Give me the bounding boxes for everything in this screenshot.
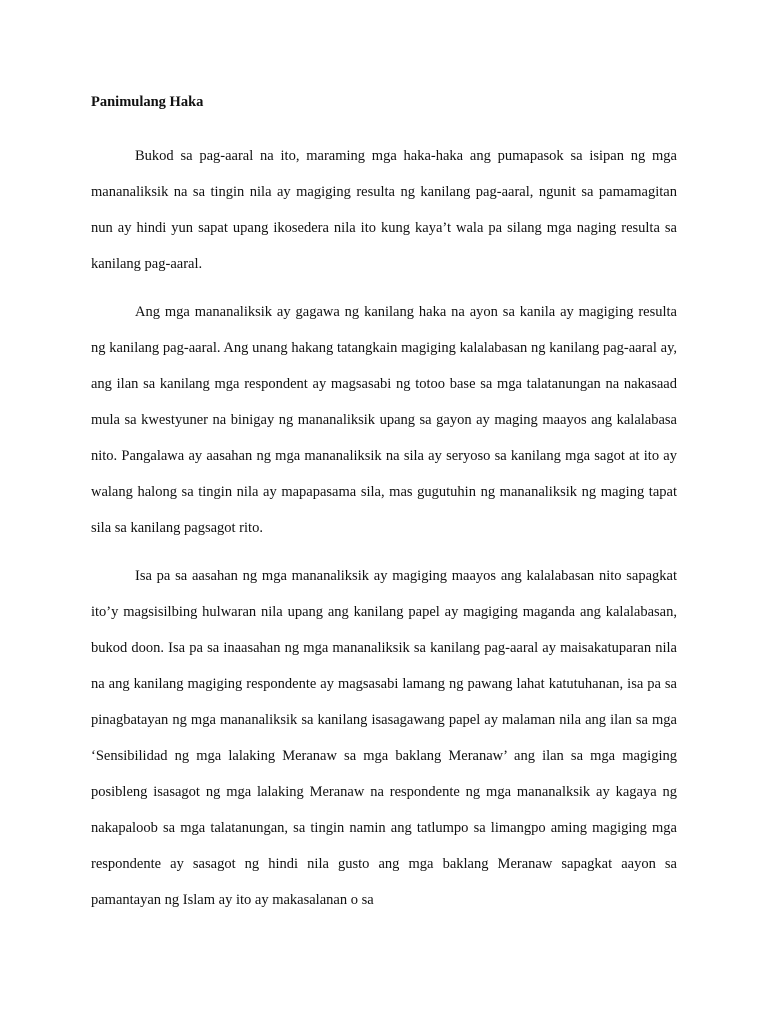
paragraph-3: Isa pa sa aasahan ng mga mananaliksik ay magiging maayos ang kalalabasan nito sapagkat ito’y magsisilbing hulwaran nila upang ang kanilang papel ay magiging maganda ang kalalabasan, bukod doon. Isa pa sa inaasahan ng mga mananaliksik sa kanilang pag-aaral ay maisakatuparan nila na ang kanilang magiging respondente ay magsasabi lamang ng pawang lahat katutuhanan, isa pa sa pinagbatayan ng mga mananaliksik sa kanilang isasagawang papel ay malaman nila ang ilan sa mga ‘Sensibilidad ng mga lalaking Meranaw sa mga baklang Meranaw’ ang ilan sa mga magiging posibleng isasagot ng mga lalaking Meranaw na respondente ng mga mananalksik ay kagaya ng nakapaloob sa mga talatanungan, sa tingin namin ang tatlumpo sa limangpo aming magiging mga respondente ay sasagot ng hindi nila gusto ang mga baklang Meranaw sapagkat aayon sa pamantayan ng Islam ay ito ay makasalanan o sa — [91, 568, 677, 908]
paragraph-1: Bukod sa pag-aaral na ito, maraming mga haka-haka ang pumapasok sa isipan ng mga mananaliksik na sa tingin nila ay magiging resulta ng kanilang pag-aaral, ngunit sa pamamagitan nun ay hindi yun sapat upang ikosedera nila ito kung kaya’t wala pa silang mga naging resulta sa kanilang pag-aaral. — [91, 148, 677, 272]
document-title: Panimulang Haka — [91, 94, 204, 110]
document-body — [91, 138, 677, 930]
paragraph-2: Ang mga mananaliksik ay gagawa ng kanilang haka na ayon sa kanila ay magiging resulta ng kanilang pag-aaral. Ang unang hakang tatangkain magiging kalalabasan ng kanilang pag-aaral ay, ang ilan sa kanilang mga respondent ay magsasabi ng totoo base sa mga talatanungan na nakasaad mula sa kwestyuner na binigay ng mananaliksik upang sa gayon ay maging maayos ang kalalabasa nito. Pangalawa ay aasahan ng mga mananaliksik na sila ay seryoso sa kanilang mga sagot at ito ay walang halong sa tingin nila ay mapapasama sila, mas gugutuhin ng mananaliksik ng maging tapat sila sa kanilang pagsagot rito. — [91, 304, 677, 536]
